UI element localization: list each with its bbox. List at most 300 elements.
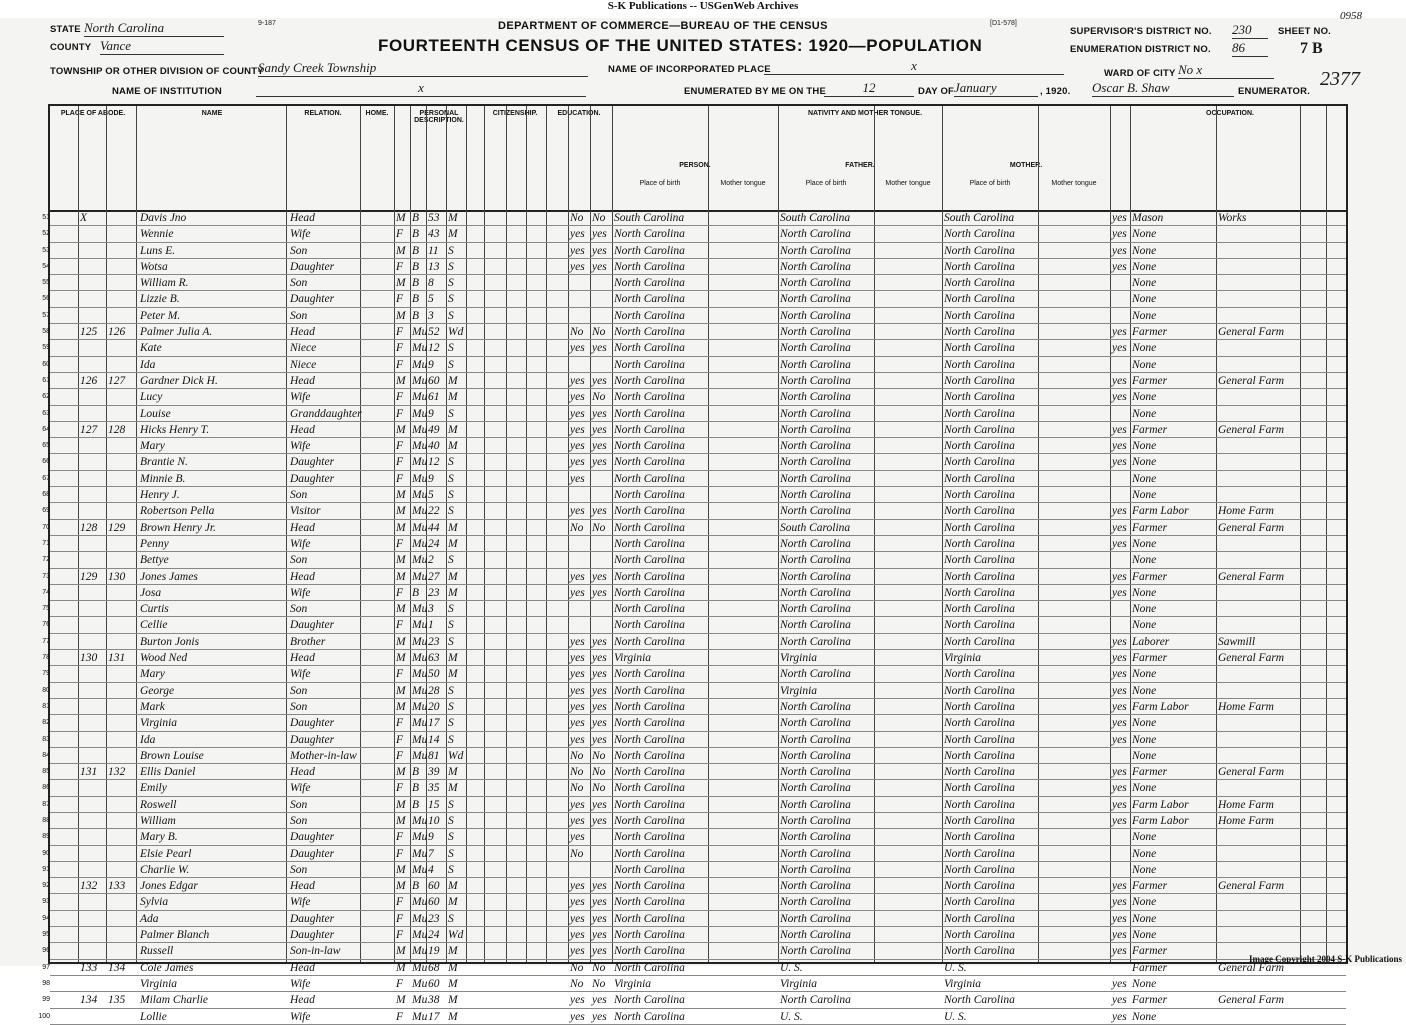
dwelling-number: 134: [80, 994, 98, 1007]
speaks-english: [1112, 308, 1130, 324]
family-number: [108, 862, 134, 878]
marital-status: M: [448, 423, 458, 436]
mother-birthplace: North Carolina: [944, 782, 1015, 795]
dwelling-number: X: [80, 212, 88, 224]
age: 7: [428, 847, 434, 860]
sex: F: [396, 260, 404, 273]
census-title: FOURTEENTH CENSUS OF THE UNITED STATES: 1920—POPULATION: [378, 36, 983, 55]
age: 27: [428, 570, 440, 583]
group-person: PERSON.: [679, 162, 711, 169]
race: Mu: [412, 814, 428, 827]
industry: [1218, 927, 1300, 943]
line-number: 64: [42, 425, 50, 433]
marital-status: S: [448, 603, 454, 616]
father-birthplace: North Carolina: [780, 880, 851, 893]
race: Mu: [412, 1010, 428, 1023]
institution-value: x: [256, 80, 586, 97]
industry: [1218, 487, 1300, 503]
line-number: 57: [42, 311, 50, 319]
can-write: No: [592, 782, 606, 795]
occupation: Farmer: [1132, 326, 1168, 339]
can-write: No: [592, 391, 606, 404]
sex: F: [396, 749, 404, 762]
relation: Daughter: [290, 831, 335, 844]
person-name: George: [140, 684, 175, 697]
sex: F: [396, 896, 404, 909]
dwelling-number: [80, 536, 106, 552]
can-read: yes: [570, 586, 585, 599]
industry: Sawmill: [1218, 635, 1256, 648]
supervisor-value: 230: [1232, 22, 1268, 39]
age: 60: [428, 880, 440, 893]
table-row: [42, 748, 1346, 764]
dwelling-number: [80, 552, 106, 568]
table-row: [42, 569, 1346, 585]
race: Mu: [412, 554, 428, 567]
occupation: None: [1132, 586, 1157, 599]
dwelling-number: [80, 308, 106, 324]
table-row: [42, 259, 1346, 275]
occupation: None: [1132, 782, 1157, 795]
family-number: [108, 748, 134, 764]
marital-status: M: [448, 896, 458, 909]
line-number: 92: [42, 882, 50, 890]
group-name: NAME: [201, 110, 223, 117]
father-birthplace: Virginia: [780, 652, 818, 665]
speaks-english: yes: [1112, 423, 1127, 436]
birthplace: North Carolina: [614, 391, 685, 404]
dwelling-number: [80, 911, 106, 927]
dwelling-number: [80, 340, 106, 356]
occupation: None: [1132, 554, 1157, 567]
dwelling-number: [80, 454, 106, 470]
can-read: yes: [570, 994, 585, 1007]
dwelling-number: 128: [80, 521, 98, 534]
can-read: yes: [570, 945, 585, 958]
birthplace: North Carolina: [614, 831, 685, 844]
race: Mu: [412, 847, 428, 860]
marital-status: Wd: [448, 749, 464, 762]
father-birthplace: North Carolina: [780, 733, 851, 746]
race: Mu: [412, 537, 428, 550]
line-number: 54: [42, 262, 50, 270]
relation: Niece: [290, 342, 317, 355]
relation: Daughter: [290, 472, 335, 485]
table-row: [42, 943, 1346, 959]
relation: Son: [290, 603, 308, 616]
line-number: 88: [42, 816, 50, 824]
birthplace: South Carolina: [614, 212, 685, 224]
can-read: yes: [570, 342, 585, 355]
can-write: [592, 617, 612, 633]
marital-status: S: [448, 260, 454, 273]
relation: Head: [290, 212, 315, 224]
table-row: [42, 226, 1346, 242]
father-birthplace: South Carolina: [780, 212, 851, 224]
table-row: [42, 308, 1346, 324]
age: 17: [428, 717, 440, 730]
relation: Head: [290, 326, 315, 339]
age: 1: [428, 619, 434, 632]
person-name: Charlie W.: [140, 863, 190, 876]
census-table: [38, 104, 1348, 1023]
line-number: 55: [42, 279, 50, 287]
archive-title: S-K Publications -- USGenWeb Archives: [607, 0, 799, 12]
speaks-english: [1112, 552, 1130, 568]
industry: [1218, 406, 1300, 422]
can-read: yes: [570, 1010, 585, 1023]
sex: F: [396, 228, 404, 241]
table-row: [42, 732, 1346, 748]
sex: M: [396, 994, 406, 1007]
family-number: 127: [108, 374, 126, 387]
relation: Wife: [290, 586, 311, 599]
can-read: yes: [570, 717, 585, 730]
birthplace: North Carolina: [614, 472, 685, 485]
can-write: yes: [592, 423, 607, 436]
age: 9: [428, 407, 434, 420]
birthplace: North Carolina: [614, 326, 685, 339]
group-nativity: NATIVITY AND MOTHER TONGUE.: [807, 110, 923, 117]
mother-birthplace: North Carolina: [944, 668, 1015, 681]
race: Mu: [412, 961, 428, 974]
race: Mu: [412, 945, 428, 958]
can-write: yes: [592, 505, 607, 518]
sex: M: [396, 505, 406, 518]
father-birthplace: North Carolina: [780, 798, 851, 811]
can-read: yes: [570, 733, 585, 746]
sex: M: [396, 766, 406, 779]
occupation: Farmer: [1132, 961, 1168, 974]
industry: General Farm: [1218, 652, 1285, 665]
marital-status: S: [448, 489, 454, 502]
marital-status: S: [448, 635, 454, 648]
line-number: 66: [42, 458, 50, 466]
occupation: None: [1132, 977, 1157, 990]
mother-birthplace: North Carolina: [944, 814, 1015, 827]
group-father: FATHER.: [845, 162, 875, 169]
birthplace: North Carolina: [614, 635, 685, 648]
occupation: None: [1132, 293, 1157, 306]
birthplace: North Carolina: [614, 407, 685, 420]
mother-birthplace: North Carolina: [944, 896, 1015, 909]
relation: Wife: [290, 896, 311, 909]
age: 17: [428, 1010, 440, 1023]
father-birthplace: North Carolina: [780, 766, 851, 779]
mother-birthplace: U. S.: [944, 1010, 967, 1023]
birthplace: North Carolina: [614, 586, 685, 599]
father-birthplace: North Carolina: [780, 391, 851, 404]
industry: [1218, 748, 1300, 764]
relation: Daughter: [290, 733, 335, 746]
relation: Granddaughter: [290, 407, 362, 420]
occupation: Farm Labor: [1132, 505, 1189, 518]
father-birthplace: South Carolina: [780, 521, 851, 534]
industry: [1218, 438, 1300, 454]
can-read: [570, 617, 590, 633]
father-birthplace: North Carolina: [780, 537, 851, 550]
sex: M: [396, 863, 406, 876]
person-name: Jones Edgar: [140, 880, 198, 893]
birthplace: North Carolina: [614, 309, 685, 322]
line-number: 70: [42, 523, 50, 531]
speaks-english: yes: [1112, 228, 1127, 241]
table-row: [38, 1009, 1346, 1025]
speaks-english: yes: [1112, 260, 1127, 273]
group-home: HOME.: [365, 110, 389, 117]
can-read: yes: [570, 896, 585, 909]
sex: M: [396, 554, 406, 567]
mother-birthplace: North Carolina: [944, 749, 1015, 762]
relation: Daughter: [290, 293, 335, 306]
table-row: [42, 357, 1346, 373]
mother-birthplace: Virginia: [944, 652, 982, 665]
speaks-english: yes: [1112, 668, 1127, 681]
marital-status: M: [448, 994, 458, 1007]
sex: F: [396, 831, 404, 844]
person-name: Bettye: [140, 554, 169, 567]
occupation: Farmer: [1132, 521, 1168, 534]
age: 44: [428, 521, 440, 534]
can-read: yes: [570, 814, 585, 827]
sex: M: [396, 635, 406, 648]
industry: [1218, 585, 1300, 601]
speaks-english: yes: [1112, 391, 1127, 404]
occupation: None: [1132, 456, 1157, 469]
father-birthplace: North Carolina: [780, 929, 851, 942]
speaks-english: yes: [1112, 537, 1127, 550]
age: 9: [428, 358, 434, 371]
line-number: 69: [42, 507, 50, 515]
father-birthplace: North Carolina: [780, 505, 851, 518]
industry: [1218, 454, 1300, 470]
industry: [1218, 780, 1300, 796]
line-number: 60: [42, 360, 50, 368]
can-write: yes: [592, 700, 607, 713]
person-name: Cellie: [140, 619, 168, 632]
sex: F: [396, 407, 404, 420]
sex: M: [396, 798, 406, 811]
occupation: None: [1132, 309, 1157, 322]
table-row: [42, 976, 1346, 992]
census-rows: [38, 210, 1346, 1025]
occupation: None: [1132, 668, 1157, 681]
marital-status: M: [448, 570, 458, 583]
relation: Wife: [290, 440, 311, 453]
can-write: yes: [592, 814, 607, 827]
line-number: 95: [42, 931, 50, 939]
table-row: [42, 373, 1346, 389]
enumeration-value: 86: [1232, 40, 1268, 57]
race: Mu: [412, 407, 428, 420]
can-read: No: [570, 212, 584, 224]
person-name: Mary: [140, 440, 165, 453]
person-name: Curtis: [140, 603, 169, 616]
age: 35: [428, 782, 440, 795]
father-birthplace: North Carolina: [780, 277, 851, 290]
can-read: [570, 275, 590, 291]
line-number: 73: [42, 572, 50, 580]
father-birthplace: North Carolina: [780, 749, 851, 762]
line-number: 91: [42, 865, 50, 873]
family-number: [108, 471, 134, 487]
marital-status: M: [448, 977, 458, 990]
age: 28: [428, 684, 440, 697]
relation: Son: [290, 309, 308, 322]
age: 81: [428, 749, 440, 762]
occupation: None: [1132, 472, 1157, 485]
industry: General Farm: [1218, 570, 1285, 583]
birthplace: North Carolina: [614, 489, 685, 502]
occupation: None: [1132, 358, 1157, 371]
dwelling-number: [80, 666, 106, 682]
birthplace: North Carolina: [614, 668, 685, 681]
marital-status: S: [448, 684, 454, 697]
can-read: yes: [570, 260, 585, 273]
marital-status: M: [448, 521, 458, 534]
speaks-english: [1112, 291, 1130, 307]
line-number: 83: [42, 735, 50, 743]
family-number: [108, 634, 134, 650]
speaks-english: yes: [1112, 700, 1127, 713]
speaks-english: [1112, 487, 1130, 503]
industry: Home Farm: [1218, 505, 1274, 518]
speaks-english: yes: [1112, 912, 1127, 925]
marital-status: S: [448, 733, 454, 746]
age: 4: [428, 863, 434, 876]
family-number: [108, 780, 134, 796]
birthplace: North Carolina: [614, 766, 685, 779]
line-number: 63: [42, 409, 50, 417]
can-read: No: [570, 961, 584, 974]
table-row: [42, 780, 1346, 796]
father-birthplace: North Carolina: [780, 342, 851, 355]
relation: Head: [290, 570, 315, 583]
relation: Wife: [290, 1010, 311, 1023]
race: Mu: [412, 733, 428, 746]
line-number: 72: [42, 556, 50, 564]
occupation: Farmer: [1132, 880, 1168, 893]
age: 10: [428, 814, 440, 827]
father-birthplace: North Carolina: [780, 260, 851, 273]
sex: M: [396, 489, 406, 502]
census-sheet: [0, 10, 1406, 1023]
family-number: 135: [108, 994, 126, 1007]
can-read: yes: [570, 440, 585, 453]
person-name: Emily: [140, 782, 167, 795]
line-number: 85: [42, 768, 50, 776]
occupation: None: [1132, 342, 1157, 355]
table-row: [42, 846, 1346, 862]
race: Mu: [412, 456, 428, 469]
marital-status: S: [448, 700, 454, 713]
relation: Head: [290, 994, 315, 1007]
father-birthplace: North Carolina: [780, 782, 851, 795]
table-row: [42, 601, 1346, 617]
can-write: No: [592, 521, 606, 534]
person-name: Wotsa: [140, 260, 168, 273]
can-write: yes: [592, 260, 607, 273]
birthplace: North Carolina: [614, 374, 685, 387]
can-read: yes: [570, 505, 585, 518]
family-number: [108, 210, 134, 226]
mother-birthplace: North Carolina: [944, 929, 1015, 942]
age: 11: [428, 244, 439, 257]
can-write: yes: [592, 994, 607, 1007]
mother-birthplace: North Carolina: [944, 847, 1015, 860]
speaks-english: [1112, 617, 1130, 633]
age: 5: [428, 293, 434, 306]
form-number: 9-187: [258, 20, 276, 27]
table-row: [42, 699, 1346, 715]
speaks-english: yes: [1112, 733, 1127, 746]
can-read: [570, 357, 590, 373]
family-number: [108, 715, 134, 731]
table-row: [42, 520, 1346, 536]
birthplace: North Carolina: [614, 293, 685, 306]
sex: M: [396, 700, 406, 713]
dwelling-number: [80, 715, 106, 731]
age: 5: [428, 489, 434, 502]
race: Mu: [412, 700, 428, 713]
person-name: Luns E.: [140, 244, 176, 257]
table-row: [42, 650, 1346, 666]
race: B: [412, 293, 420, 306]
line-number: 79: [42, 670, 50, 678]
father-birthplace: North Carolina: [780, 945, 851, 958]
occupation: Farmer: [1132, 945, 1168, 958]
sex: F: [396, 293, 404, 306]
speaks-english: yes: [1112, 374, 1127, 387]
father-birthplace: Virginia: [780, 977, 818, 990]
can-read: yes: [570, 407, 585, 420]
dwelling-number: [80, 699, 106, 715]
mother-birthplace: South Carolina: [944, 212, 1015, 224]
speaks-english: yes: [1112, 880, 1127, 893]
family-number: [108, 243, 134, 259]
sex: M: [396, 374, 406, 387]
mother-birthplace: North Carolina: [944, 244, 1015, 257]
relation: Wife: [290, 537, 311, 550]
industry: [1218, 601, 1300, 617]
dwelling-number: [80, 634, 106, 650]
father-birthplace: North Carolina: [780, 668, 851, 681]
can-write: yes: [592, 456, 607, 469]
sex: F: [396, 358, 404, 371]
age: 14: [428, 733, 440, 746]
birthplace: North Carolina: [614, 554, 685, 567]
marital-status: S: [448, 717, 454, 730]
state-value: North Carolina: [84, 20, 224, 37]
relation: Son: [290, 863, 308, 876]
dwelling-number: [80, 438, 106, 454]
speaks-english: [1112, 960, 1130, 976]
person-name: Peter M.: [140, 309, 181, 322]
group-abode: PLACE OF ABODE.: [60, 110, 126, 117]
mother-birthplace: North Carolina: [944, 391, 1015, 404]
marital-status: M: [448, 652, 458, 665]
industry: [1218, 894, 1300, 910]
birthplace: Virginia: [614, 977, 652, 990]
father-birthplace: North Carolina: [780, 244, 851, 257]
father-birthplace: North Carolina: [780, 717, 851, 730]
age: 23: [428, 912, 440, 925]
father-birthplace: North Carolina: [780, 863, 851, 876]
family-number: [108, 275, 134, 291]
can-read: No: [570, 326, 584, 339]
can-write: yes: [592, 635, 607, 648]
table-header: [50, 106, 1346, 212]
